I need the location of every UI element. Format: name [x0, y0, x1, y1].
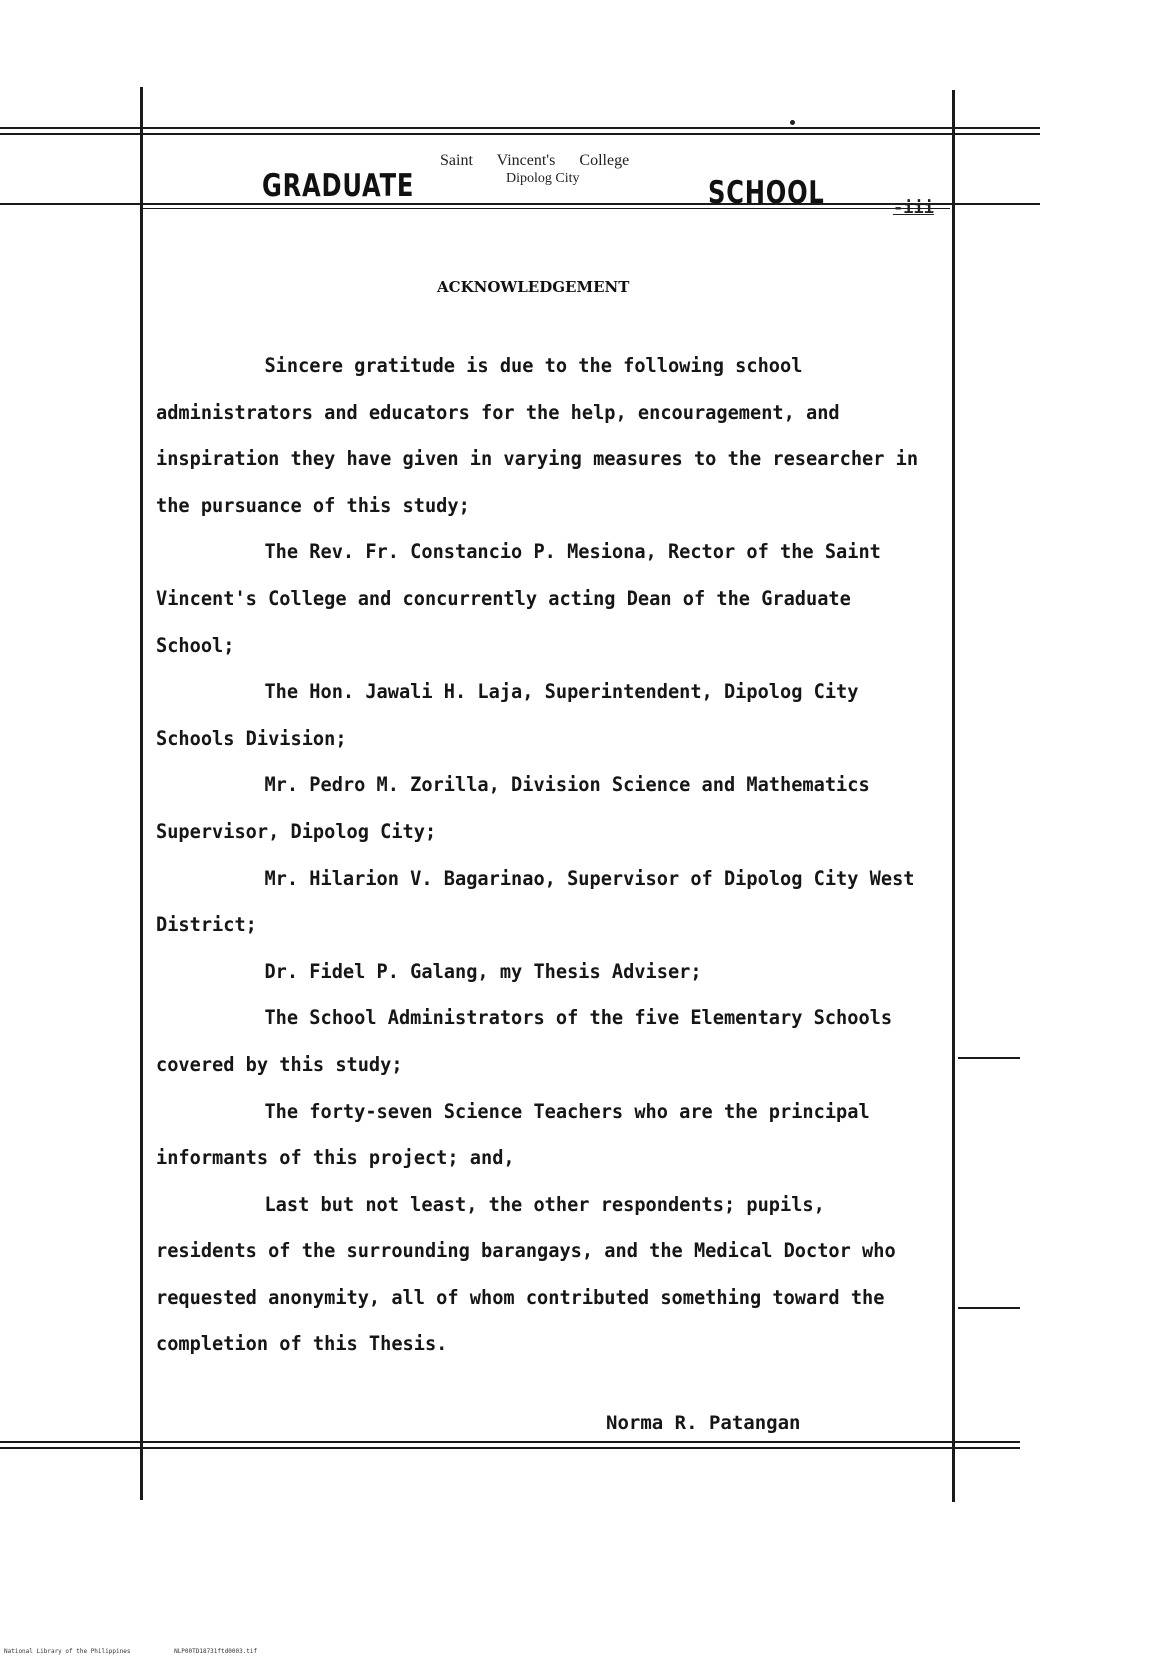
- paragraph-rector: The Rev. Fr. Constancio P. Mesiona, Rector of the Saint Vincent's College and concurrently acting Dean of the Graduate School;: [156, 540, 881, 657]
- bottom-rule-inner: [0, 1447, 1020, 1449]
- college-name: [440, 152, 649, 170]
- paragraph-other-respondents: Last but not least, the other respondents; pupils, residents of the surrounding barangays, and the Medical Doctor who requested anonymity, all of whom contributed something toward the completion of this Thesis.: [156, 1192, 896, 1356]
- speck-mark: [790, 120, 795, 125]
- college-city: Dipolog City: [506, 171, 580, 186]
- page-title: ACKNOWLEDGEMENT: [437, 278, 630, 296]
- paragraph-district-supervisor: Mr. Hilarion V. Bagarinao, Supervisor of Dipolog City West District;: [156, 866, 915, 937]
- acknowledgement-body: [156, 343, 924, 1368]
- college-name-block: [440, 152, 649, 188]
- bottom-rule-outer: [0, 1441, 1020, 1443]
- header-graduate: GRADUATE: [262, 168, 415, 204]
- paragraph-school-administrators: The School Administrators of the five Elementary Schools covered by this study;: [156, 1006, 893, 1076]
- footer-file: NLP00TD18731ftd0003.tif: [174, 1648, 258, 1655]
- left-margin-line: [140, 87, 143, 1500]
- header-bottom-rule: [0, 203, 1040, 205]
- footer-library: National Library of the Philippines: [4, 1648, 131, 1655]
- header-school: SCHOOL: [708, 175, 825, 211]
- right-margin-line: [952, 90, 955, 1502]
- college-word-saint: Saint: [440, 152, 473, 169]
- top-rule-inner: [0, 133, 1040, 135]
- author-signature: Norma R. Patangan: [606, 1412, 801, 1434]
- college-word-vincents: Vincent's: [496, 152, 556, 169]
- paragraph-superintendent: The Hon. Jawali H. Laja, Superintendent, Dipolog City Schools Division;: [156, 680, 859, 750]
- right-margin-tick-1: [958, 1057, 1020, 1059]
- paragraph-adviser: Dr. Fidel P. Galang, my Thesis Adviser;: [264, 959, 702, 983]
- paragraph-division-supervisor: Mr. Pedro M. Zorilla, Division Science and Mathematics Supervisor, Dipolog City;: [156, 773, 870, 843]
- top-rule-outer: [0, 127, 1040, 129]
- paragraph-intro: Sincere gratitude is due to the following school administrators and educators for the help, encouragement, and inspiration they have given in varying measures to the researcher in the pursuance of this study;: [156, 354, 919, 517]
- page-number: -iii: [893, 198, 934, 218]
- header-bottom-rule-2: [140, 208, 950, 209]
- college-word-college: College: [579, 152, 630, 169]
- paragraph-science-teachers: The forty-seven Science Teachers who are the principal informants of this project; and,: [156, 1099, 870, 1170]
- right-margin-tick-2: [958, 1307, 1020, 1309]
- scan-footer: [4, 1648, 297, 1655]
